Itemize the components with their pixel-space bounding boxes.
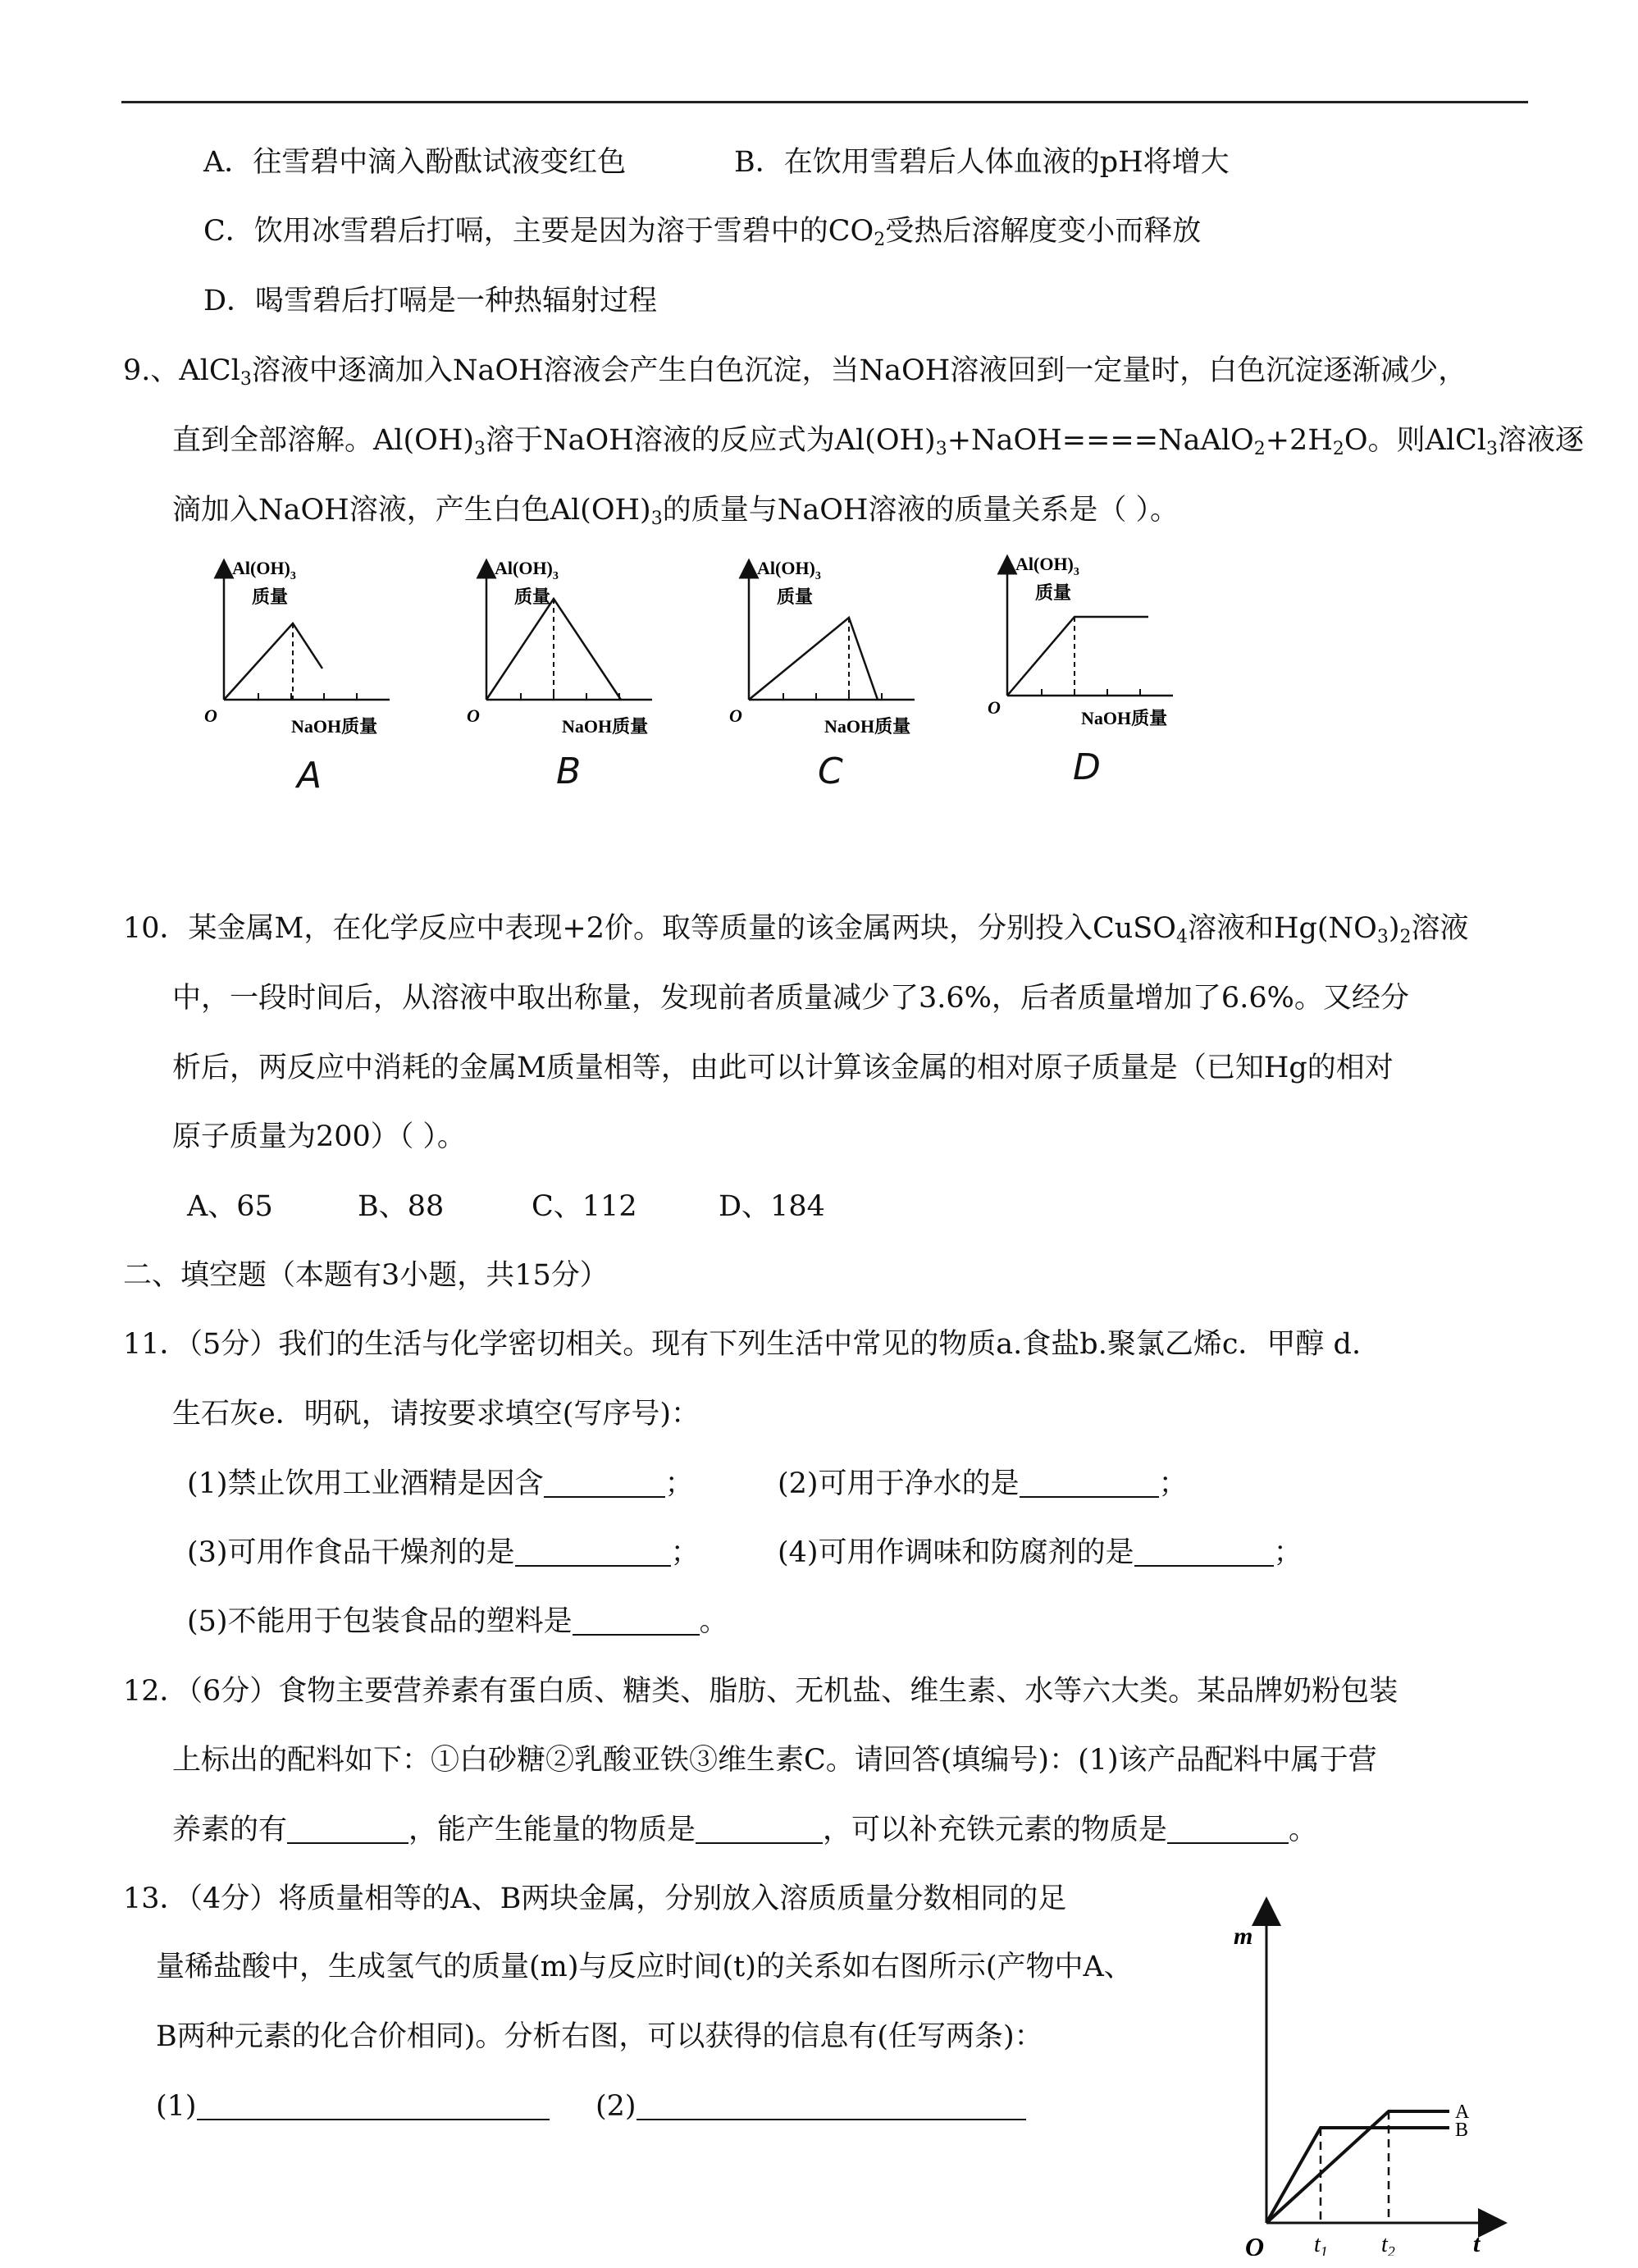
q10-option-b: B、88 [358,1190,445,1223]
answer-blank[interactable] [287,1818,408,1844]
q11-item-5: (5)不能用于包装食品的塑料是 。 [187,1605,728,1638]
q8-option-a: A．往雪碧中滴入酚酞试液变红色 [203,146,627,179]
svg-text:质量: 质量 [1035,582,1072,603]
answer-blank[interactable] [1167,1818,1289,1844]
q12-line-1: 12．（6分）食物主要营养素有蛋白质、糖类、脂肪、无机盐、维生素、水等六大类。某品牌奶粉包装 [123,1675,1398,1708]
q10-option-a: A、65 [187,1190,273,1223]
line-a-label: A [1455,2101,1470,2123]
q9-graph-c [726,554,939,754]
q10-option-d: D、184 [719,1190,825,1223]
y-label: $Al(OH)_3$ [232,558,296,582]
svg-text:Al(OH)3: $Al(OH)_3$ [1015,554,1079,578]
q10-line-1: 10．某金属M，在化学反应中表现+2价。取等质量的该金属两块，分别投入CuSO$_4$溶液和$Hg(NO_3)_2$溶液 [123,912,1469,947]
q9-graph-c-name: C [818,751,843,792]
q9-graph-a [201,554,414,754]
t1-label: $t_1$ [1314,2232,1328,2256]
q11-item-3: (3)可用作食品干燥剂的是 ； [187,1536,700,1569]
q12-line-3: 养素的有 ，能产生能量的物质是 ，可以补充铁元素的物质是 。 [172,1814,1318,1846]
svg-text:O: O [988,697,1001,718]
answer-blank[interactable] [573,1609,700,1636]
answer-blank[interactable] [696,1818,823,1844]
origin-label: O [1245,2232,1265,2256]
q9-graph-d-name: D [1073,746,1101,788]
q9-graph-d [984,550,1198,750]
q10-line-2: 中，一段时间后，从溶液中取出称量，发现前者质量减少了3.6%，后者质量增加了6.6%。又经分 [172,982,1409,1015]
q8-option-b: B．在饮用雪碧后人体血液的pH将增大 [734,146,1230,179]
q10-option-c: C、112 [532,1190,637,1223]
q9-line-2: 直到全部溶解。$Al(OH)_3$溶于NaOH溶液的反应式为$Al(OH)_3+NaOH====NaAlO_2+2H_2O$。则AlCl$_3$溶液逐 [172,424,1584,459]
q13-blank-2: (2) [595,2088,1026,2124]
x-label: NaOH质量 [291,716,378,737]
svg-text:O: O [467,705,480,726]
answer-blank[interactable] [197,2094,550,2120]
answer-blank[interactable] [636,2094,1026,2120]
q11-line-2: 生石灰e．明矾，请按要求填空(写序号)： [172,1398,700,1431]
q9-graph-a-name: A [297,755,322,796]
svg-text:NaOH质量: NaOH质量 [562,716,649,737]
section-heading: 二、填空题（本题有3小题，共15分） [123,1259,609,1292]
top-rule [121,101,1528,103]
q8-option-c: C．饮用冰雪碧后打嗝，主要是因为溶于雪碧中的$CO_2$受热后溶解度变小而释放 [203,215,1202,250]
y-axis-label: m [1234,1923,1253,1950]
q9-graph-b [463,554,677,754]
y-label-2: 质量 [252,586,289,607]
q12-line-2: 上标出的配料如下：①白砂糖②乳酸亚铁③维生素C。请回答(填编号)：(1)该产品配料中属于营 [172,1744,1377,1777]
svg-text:质量: 质量 [514,586,551,607]
q10-line-3: 析后，两反应中消耗的金属M质量相等，由此可以计算该金属的相对原子质量是（已知Hg的相对 [172,1052,1394,1084]
svg-text:Al(OH)3: $Al(OH)_3$ [495,558,559,582]
q13-line-3: B两种元素的化合价相同)。分析右图，可以获得的信息有(任写两条)： [156,2020,1043,2053]
q9-graph-b-name: B [556,751,582,792]
svg-text:Al(OH)3: $Al(OH)_3$ [757,558,821,582]
t2-label: $t_2$ [1381,2232,1395,2256]
origin-label: O [204,705,217,726]
svg-text:质量: 质量 [777,586,814,607]
q11-item-1: (1)禁止饮用工业酒精是因含 ； [187,1467,694,1500]
svg-text:NaOH质量: NaOH质量 [824,716,911,737]
q11-line-1: 11．（5分）我们的生活与化学密切相关。现有下列生活中常见的物质a.食盐b.聚氯乙烯c．甲醇 d. [123,1328,1362,1361]
q8-option-d: D．喝雪碧后打嗝是一种热辐射过程 [203,285,658,317]
q13-line-1: 13．（4分）将质量相等的A、B两块金属，分别放入溶质质量分数相同的足 [123,1882,1067,1915]
answer-blank[interactable] [1020,1472,1159,1498]
q11-item-2: (2)可用于净水的是 ； [778,1467,1188,1500]
svg-text:O: O [729,705,742,726]
x-axis-label: t [1473,2230,1481,2256]
line-b-label: B [1455,2120,1469,2141]
q9-line-3: 滴加入NaOH溶液，产生白色$Al(OH)_3$的质量与NaOH溶液的质量关系是（ ）。 [172,494,1179,529]
answer-blank[interactable] [515,1540,671,1567]
q10-line-4: 原子质量为200）（ ）。 [172,1120,466,1153]
q13-line-2: 量稀盐酸中，生成氢气的质量(m)与反应时间(t)的关系如右图所示(产物中A、 [156,1951,1133,1983]
answer-blank[interactable] [544,1472,665,1498]
q13-graph [1222,1895,1517,2259]
answer-blank[interactable] [1134,1540,1274,1567]
q11-item-4: (4)可用作调味和防腐剂的是 ； [778,1536,1303,1569]
q13-blank-1: (1) [156,2088,550,2124]
svg-text:NaOH质量: NaOH质量 [1081,708,1168,728]
q9-line-1: 9.、AlCl$_3$溶液中逐滴加入NaOH溶液会产生白色沉淀，当NaOH溶液回到一定量时，白色沉淀逐渐减少， [123,354,1467,390]
